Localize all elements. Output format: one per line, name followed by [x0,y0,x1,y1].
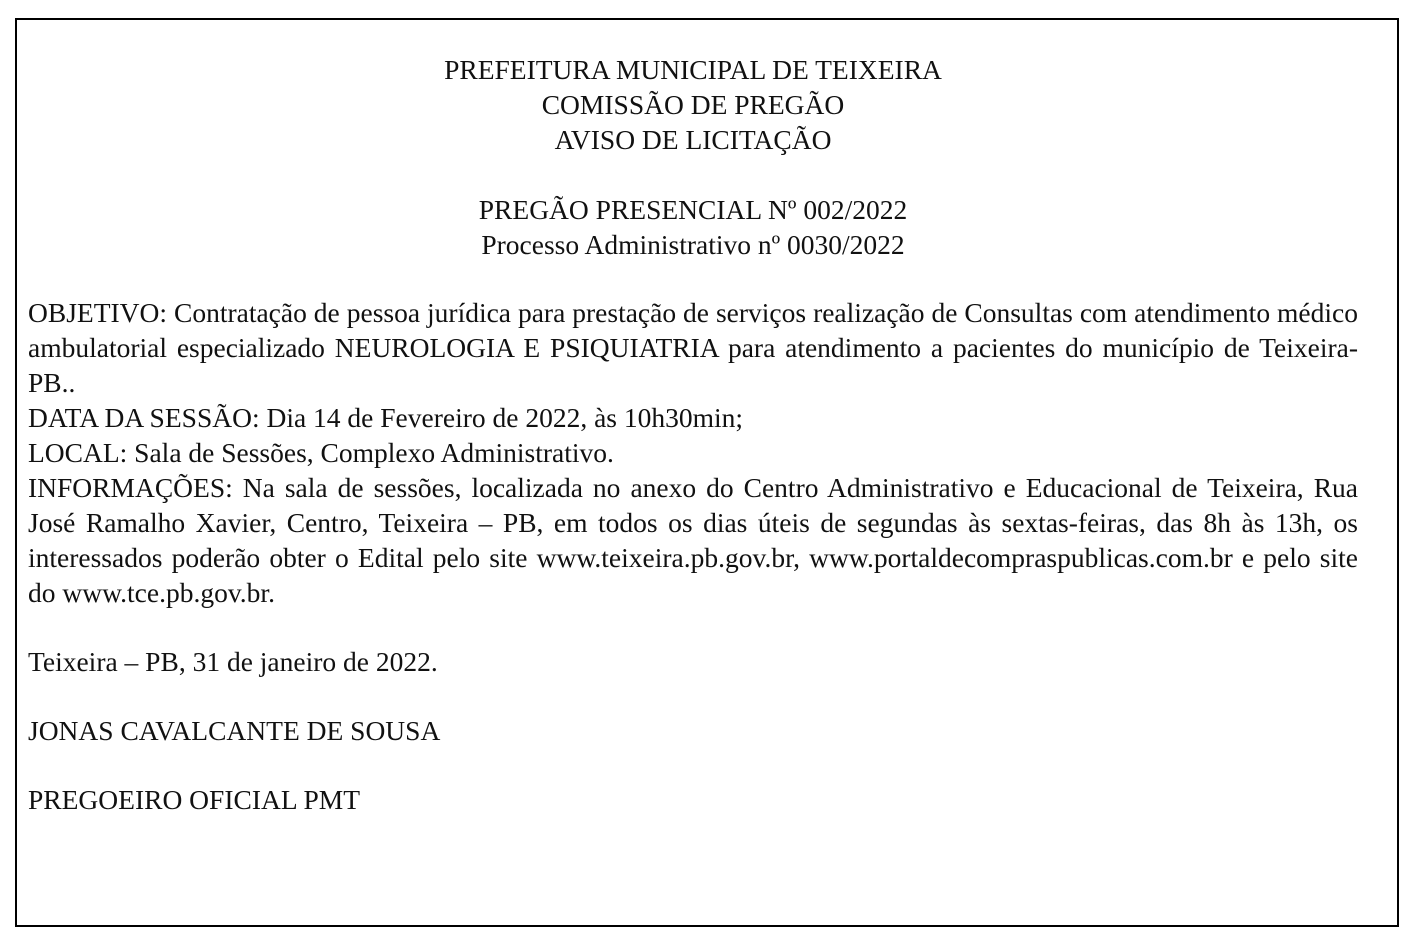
process-number: Processo Administrativo nº 0030/2022 [481,229,905,260]
spacer [28,679,1358,713]
session-date: DATA DA SESSÃO: Dia 14 de Fevereiro de 2022, às 10h30min; [28,402,744,433]
process-block [28,192,1358,262]
signer-title: PREGOEIRO OFICIAL PMT [28,784,361,815]
notice-header [28,52,1358,157]
notice-content [28,52,1358,817]
municipality-title: PREFEITURA MUNICIPAL DE TEIXEIRA [444,54,942,85]
spacer [28,748,1358,782]
spacer [28,157,1358,192]
date-place: Teixeira – PB, 31 de janeiro de 2022. [28,646,438,677]
spacer [28,262,1358,295]
spacer [28,610,1358,644]
notice-type-title: AVISO DE LICITAÇÃO [554,124,832,155]
commission-title: COMISSÃO DE PREGÃO [541,89,845,120]
session-location: LOCAL: Sala de Sessões, Complexo Administrativo. [28,437,614,468]
pregao-number: PREGÃO PRESENCIAL Nº 002/2022 [478,194,908,225]
information-paragraph: INFORMAÇÕES: Na sala de sessões, localizada no anexo do Centro Administrativo e Educacional de Teixeira, Rua José Ramalho Xavier, Centro, Teixeira – PB, em todos os dias úteis de segundas às sextas-feiras, das 8h às 13h, os interessados poderão obter o Edital pelo site www.teixeira.pb.gov.br, www.portaldecompraspublicas.com.br e pelo site do www.tce.pb.gov.br. [28,472,1358,608]
objective-paragraph: OBJETIVO: Contratação de pessoa jurídica para prestação de serviços realização de Consultas com atendimento médico ambulatorial especializado NEUROLOGIA E PSIQUIATRIA para atendimento a pacientes do município de Teixeira-PB.. [28,297,1358,398]
signer-name: JONAS CAVALCANTE DE SOUSA [28,715,441,746]
